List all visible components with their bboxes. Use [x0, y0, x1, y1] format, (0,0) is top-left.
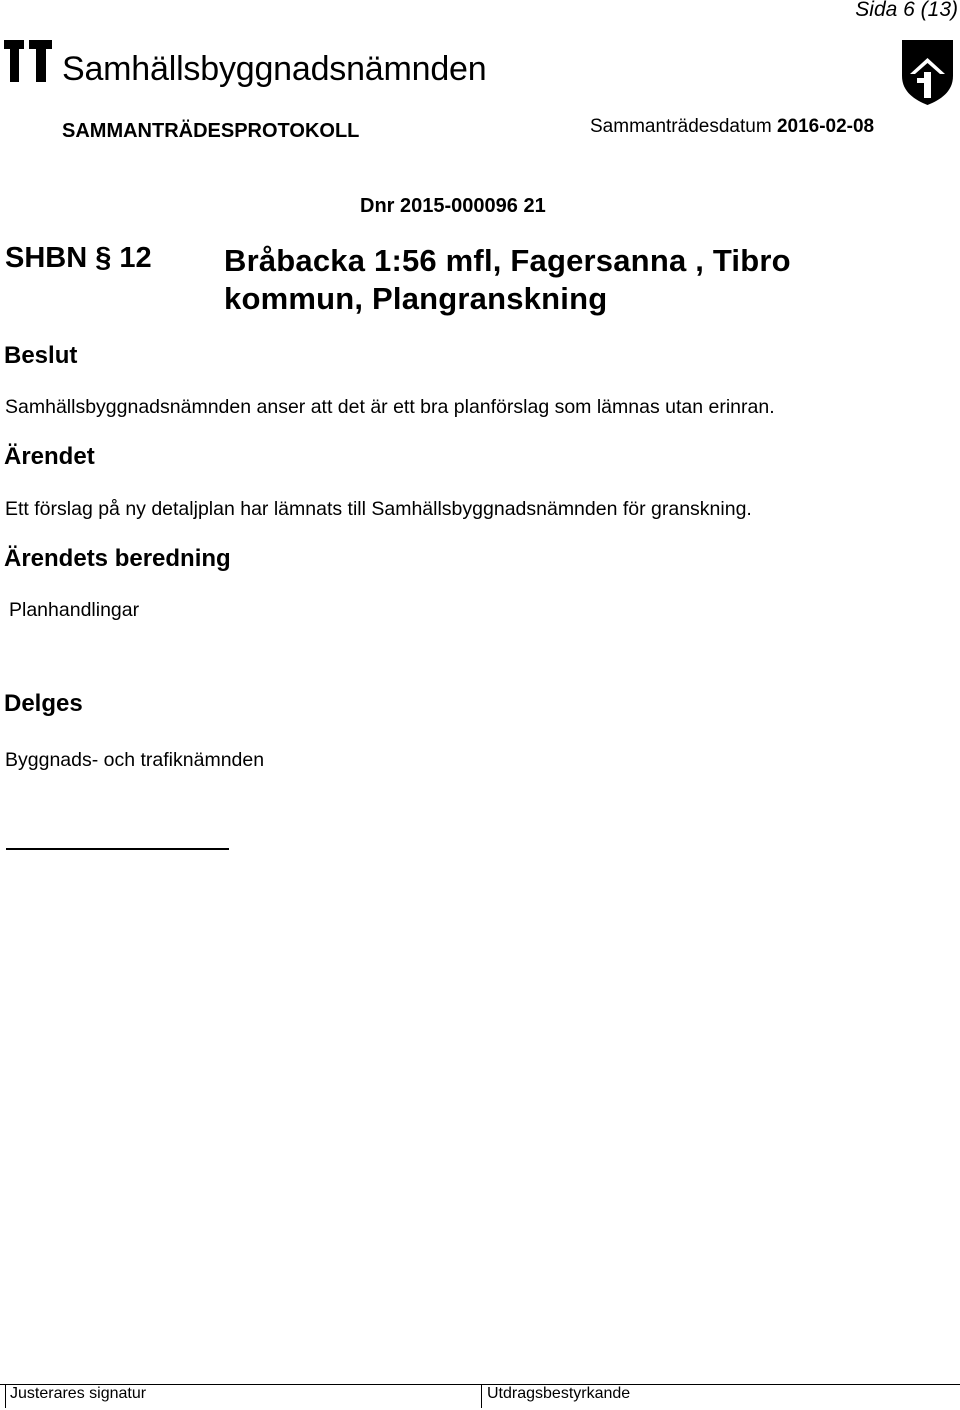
delges-heading: Delges [4, 690, 83, 717]
org-name: Samhällsbyggnadsnämnden [62, 50, 487, 88]
beslut-heading: Beslut [4, 342, 78, 369]
tibro-logo-icon [4, 40, 52, 82]
signature-label: Justerares signatur [10, 1385, 147, 1402]
footer-border-middle [481, 1384, 482, 1408]
delges-text: Byggnads- och trafiknämnden [5, 749, 265, 771]
arendet-text: Ett förslag på ny detaljplan har lämnats till Samhällsbyggnadsnämnden för granskning. [5, 498, 752, 520]
case-number: Dnr 2015-000096 21 [360, 195, 546, 217]
beredning-text: Planhandlingar [9, 599, 140, 621]
meeting-date [590, 116, 874, 138]
section-divider [6, 848, 229, 850]
document-type: SAMMANTRÄDESPROTOKOLL [62, 120, 360, 142]
case-title-line-2: kommun, Plangranskning [224, 281, 608, 316]
footer-border-left [5, 1384, 6, 1408]
case-title-line-1: Bråbacka 1:56 mfl, Fagersanna , Tibro [224, 243, 791, 278]
beredning-heading: Ärendets beredning [4, 545, 231, 572]
municipal-crest-icon [900, 38, 955, 106]
beslut-text: Samhällsbyggnadsnämnden anser att det är ett bra planförslag som lämnas utan erinran. [5, 396, 775, 418]
paragraph-id: SHBN § 12 [5, 242, 152, 274]
arendet-heading: Ärendet [4, 443, 95, 470]
meeting-date-label: Sammanträdesdatum [590, 116, 772, 137]
page-number: Sida 6 (13) [855, 0, 958, 21]
certification-label: Utdragsbestyrkande [487, 1385, 631, 1402]
case-title [224, 242, 791, 318]
meeting-date-value: 2016-02-08 [776, 116, 875, 137]
